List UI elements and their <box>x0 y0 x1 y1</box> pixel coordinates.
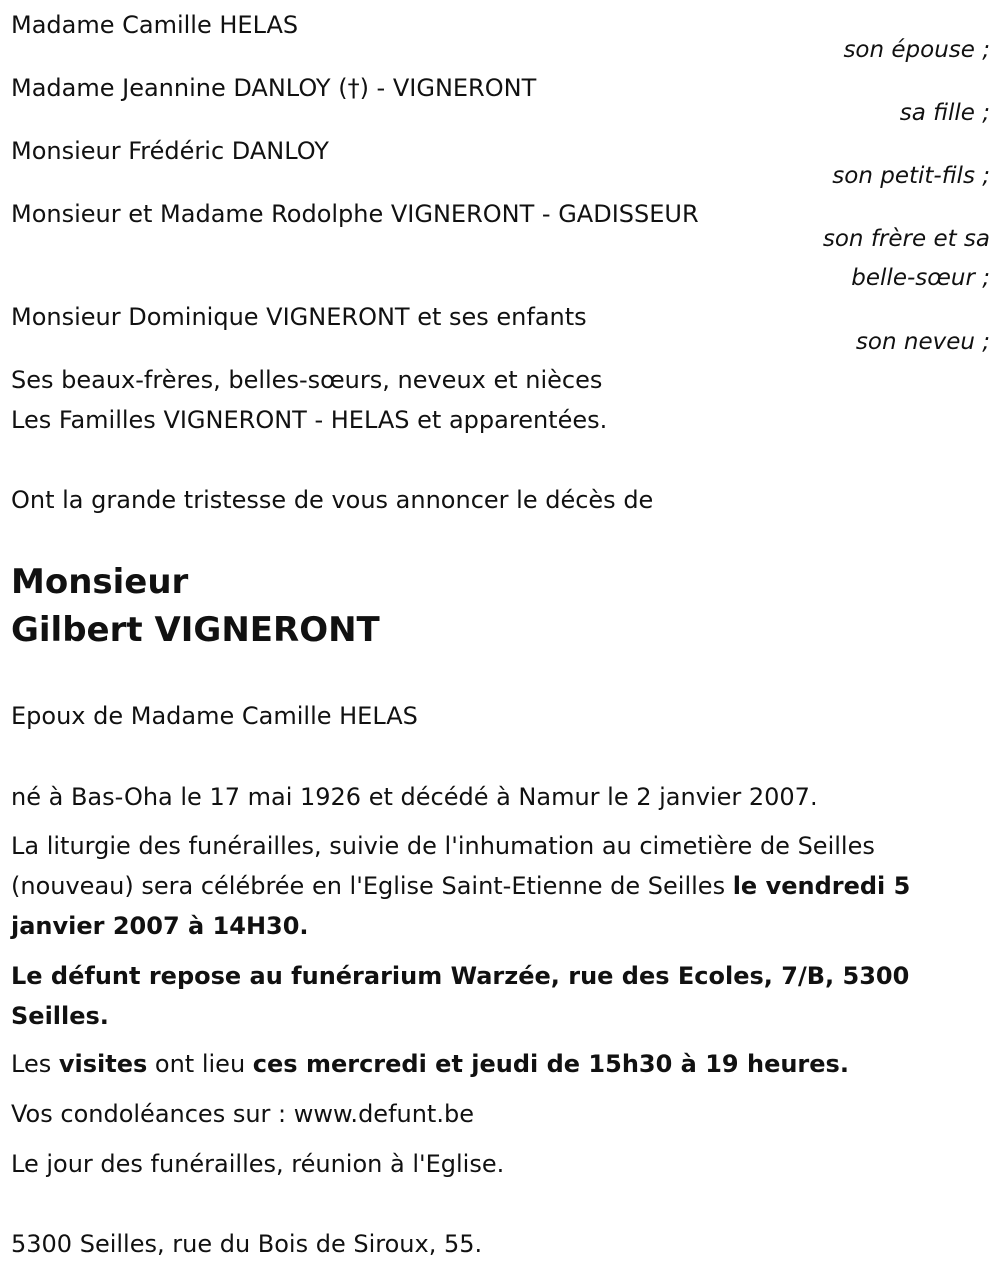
liturgy-text: La liturgie des funérailles, suivie de l'inhumation au cimetière de Seilles (nouveau) sera célébrée en l'Eglise Saint-Etienne de Seilles <box>11 832 875 900</box>
birth-death-line: né à Bas-Oha le 17 mai 1926 et décédé à Namur le 2 janvier 2007. <box>11 783 818 811</box>
family-member-relation: son frère et sa <box>822 226 990 252</box>
visits-prefix: Les <box>11 1050 59 1078</box>
name-part: ) - VIGNERONT <box>359 74 537 102</box>
family-member-name: Monsieur Dominique VIGNERONT et ses enfants <box>11 303 587 331</box>
liturgy-paragraph <box>11 826 986 946</box>
family-member-relation: son épouse ; <box>843 37 990 63</box>
family-member-name: Madame Camille HELAS <box>11 11 299 39</box>
deceased-name: Gilbert VIGNERONT <box>11 610 380 650</box>
family-member-relation: belle-sœur ; <box>851 265 990 291</box>
cross-icon: † <box>347 74 360 102</box>
spouse-line: Epoux de Madame Camille HELAS <box>11 702 418 730</box>
family-member-relation: son neveu ; <box>855 329 990 355</box>
other-families: Les Familles VIGNERONT - HELAS et apparentées. <box>11 406 608 434</box>
announcement-text: Ont la grande tristesse de vous annoncer le décès de <box>11 486 654 514</box>
visits-bold: visites <box>58 1050 148 1078</box>
name-part: Madame Jeannine DANLOY ( <box>11 74 348 102</box>
address-line: 5300 Seilles, rue du Bois de Siroux, 55. <box>11 1230 483 1258</box>
reunion-line: Le jour des funérailles, réunion à l'Eglise. <box>11 1150 505 1178</box>
family-member-relation: sa fille ; <box>899 100 990 126</box>
family-member-name <box>11 73 536 103</box>
visits-middle: ont lieu <box>147 1050 253 1078</box>
liturgy-date: le vendredi 5 janvier 2007 à 14H30. <box>11 872 911 940</box>
family-member-name: Monsieur et Madame Rodolphe VIGNERONT - GADISSEUR <box>11 200 699 228</box>
repose-paragraph: Le défunt repose au funérarium Warzée, rue des Ecoles, 7/B, 5300 Seilles. <box>11 962 910 1030</box>
visits-line <box>11 1049 849 1079</box>
deceased-title: Monsieur <box>11 562 189 602</box>
family-member-name: Monsieur Frédéric DANLOY <box>11 137 329 165</box>
condolences-line: Vos condoléances sur : www.defunt.be <box>11 1100 474 1128</box>
other-relatives: Ses beaux-frères, belles-sœurs, neveux et nièces <box>11 366 603 394</box>
family-member-relation: son petit-fils ; <box>832 163 990 189</box>
visits-schedule: ces mercredi et jeudi de 15h30 à 19 heures. <box>252 1050 849 1078</box>
